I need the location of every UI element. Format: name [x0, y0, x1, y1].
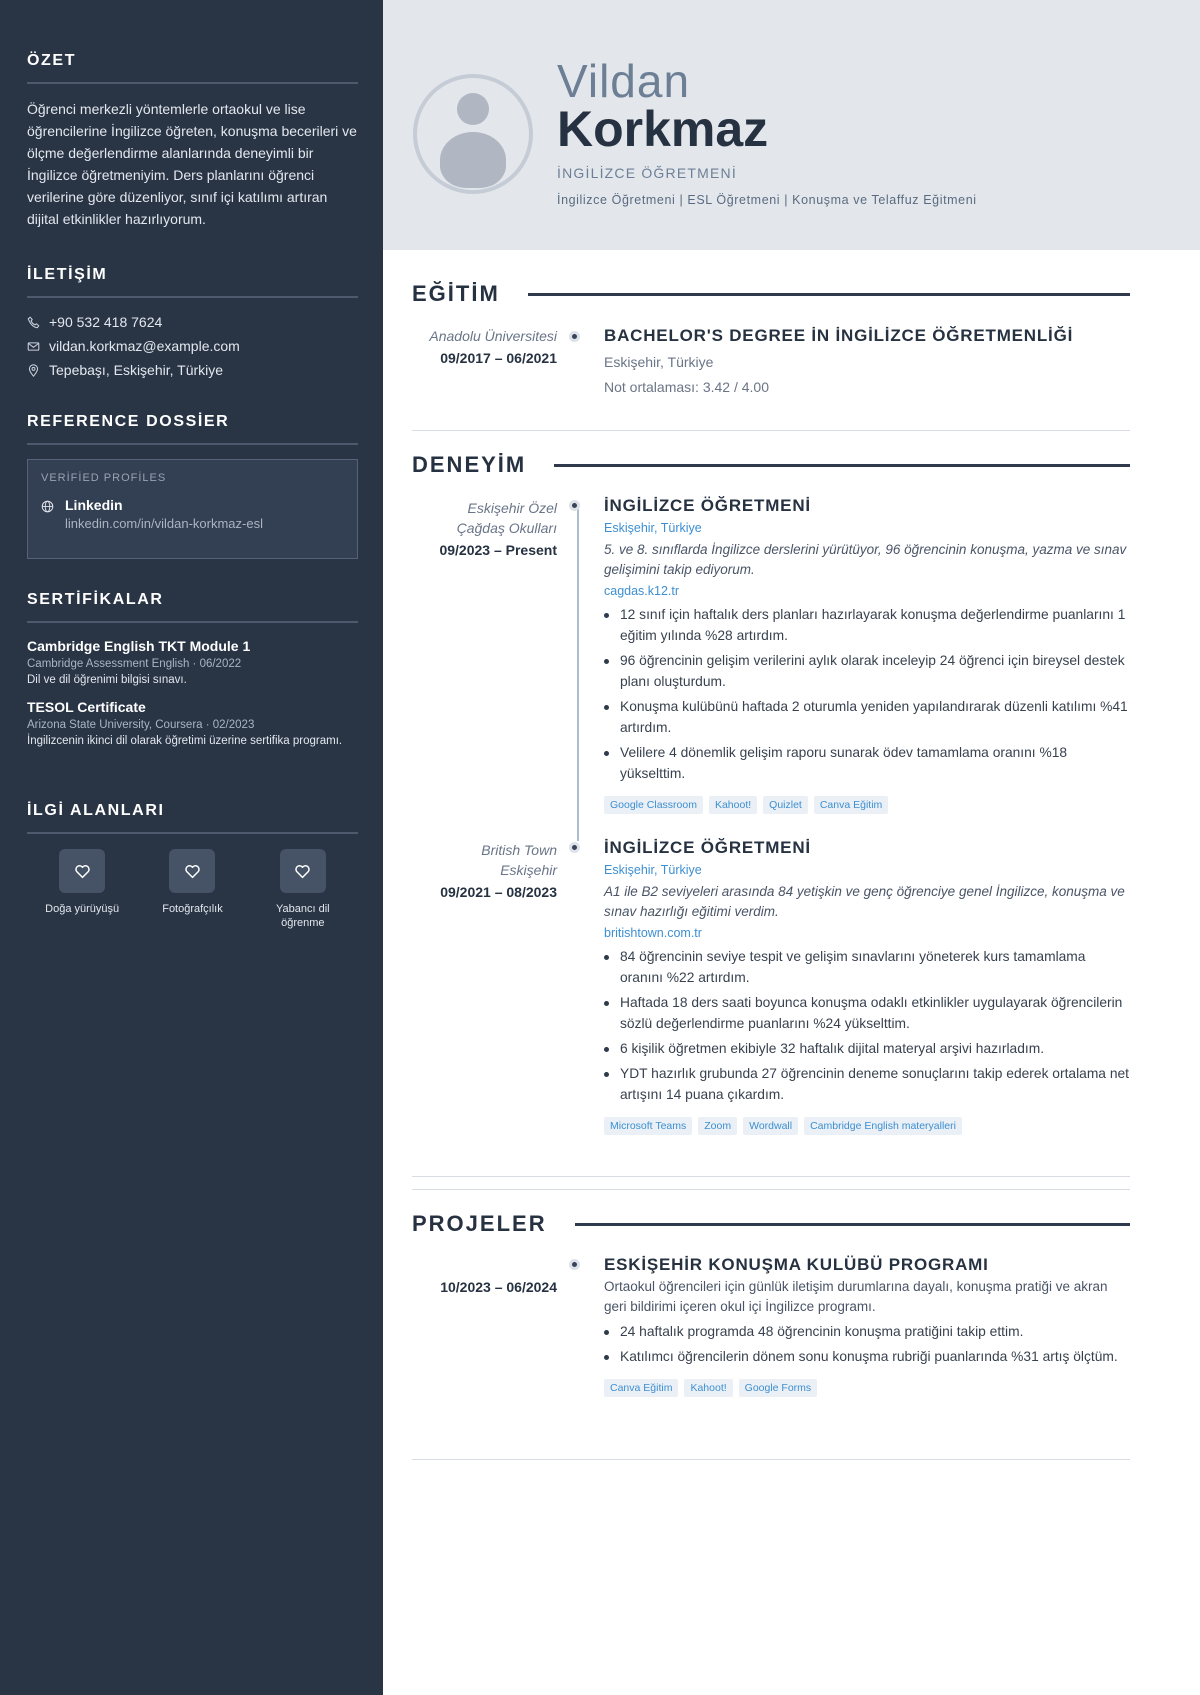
interest-label: Yabancı dil öğrenme [276, 903, 330, 929]
role-summary: A1 ile B2 seviyeleri arasında 84 yetişkin ve genç öğrenciye genel İngilizce, konuşma ve sınav hazırlığı eğitimi verdim. [604, 884, 1125, 919]
experience-date: 09/2021 – 08/2023 [440, 884, 557, 900]
section-rule [575, 1223, 1130, 1226]
contact-phone[interactable] [27, 310, 358, 334]
timeline-dot [569, 331, 580, 342]
timeline-dot [569, 842, 580, 853]
contact-email[interactable] [27, 334, 358, 358]
role-location: Eskişehir, Türkiye [604, 521, 702, 535]
achievement-bullet: Katılımcı öğrencilerin dönem sonu konuşma rubriği puanlarında %31 artış ölçtüm. [604, 1346, 1130, 1367]
timeline-dot [569, 500, 580, 511]
skill-tag: Wordwall [743, 1117, 798, 1135]
experience-date: 09/2023 – Present [439, 542, 557, 558]
profile-url[interactable]: linkedin.com/in/vildan-korkmaz-esl [65, 516, 263, 531]
location-text: Tepebaşı, Eskişehir, Türkiye [49, 362, 224, 378]
heart-icon [280, 849, 326, 893]
education-gpa: Not ortalaması: 3.42 / 4.00 [604, 379, 769, 395]
certificate-name: TESOL Certificate [27, 699, 146, 715]
contact-section [27, 266, 358, 382]
education-location: Eskişehir, Türkiye [604, 354, 714, 370]
projects-title: PROJELER [412, 1211, 547, 1236]
tagline: İngilizce Öğretmeni | ESL Öğretmeni | Konuşma ve Telaffuz Eğitmeni [557, 193, 977, 207]
interests-title: İLGİ ALANLARI [27, 802, 358, 834]
achievement-bullet: Haftada 18 ders saati boyunca konuşma odaklı etkinlikler uygulayarak öğrencilerin sözlü değerlendirme puanlarını %24 yükselttim. [604, 992, 1130, 1034]
skill-tag: Google Forms [739, 1379, 818, 1397]
company-name: British Town Eskişehir [481, 842, 557, 878]
section-divider [412, 430, 1130, 431]
mail-icon [27, 340, 40, 353]
achievement-bullet: 6 kişilik öğretmen ekibiyle 32 haftalık dijital materyal arşivi hazırladım. [604, 1038, 1130, 1059]
interest-label: Doğa yürüyüşü [45, 903, 120, 915]
summary-text: Öğrenci merkezli yöntemlerle ortaokul ve lise öğrencilerine İngilizce öğreten, konuşma becerileri ve ölçme değerlendirme alanlarında deneyimli bir İngilizce öğretmeniyim. Ders planlarını öğrenci verilerine göre düzenliyor, sınıf içi katılımı artıran dijital etkinlikler hazırlıyorum. [27, 101, 357, 227]
experience-section [412, 450, 1130, 1160]
first-name: Vildan [557, 55, 691, 107]
skill-tag: Cambridge English materyalleri [804, 1117, 962, 1135]
linkedin-profile[interactable] [41, 497, 344, 531]
certificate-item [27, 638, 358, 688]
sidebar [0, 0, 383, 1695]
avatar-head [457, 93, 489, 125]
certificate-issuer: Arizona State University, Coursera · 02/2023 [27, 719, 255, 731]
role-title: İNGİLİZCE ÖĞRETMENİ [604, 496, 811, 515]
achievement-bullet: 24 haftalık programda 48 öğrencinin konuşma pratiğini takip ettim. [604, 1321, 1130, 1342]
interest-label: Fotoğrafçılık [162, 903, 223, 915]
location-pin-icon [27, 364, 40, 377]
achievement-bullet: 96 öğrencinin gelişim verilerini aylık olarak inceleyip 24 öğrenci için bireysel destek planı oluşturdum. [604, 650, 1130, 692]
company-website-link[interactable]: britishtown.com.tr [604, 926, 702, 940]
project-name: ESKİŞEHİR KONUŞMA KULÜBÜ PROGRAMI [604, 1255, 989, 1274]
certificate-description: Dil ve dil öğrenimi bilgisi sınavı. [27, 674, 187, 686]
profile-name: Linkedin [65, 497, 123, 513]
references-title: REFERENCE DOSSİER [27, 413, 358, 445]
globe-icon [41, 500, 54, 513]
education-title: EĞİTİM [412, 281, 500, 306]
interest-item [137, 849, 247, 930]
role-location: Eskişehir, Türkiye [604, 863, 702, 877]
skill-tag: Zoom [698, 1117, 737, 1135]
skill-tag: Microsoft Teams [604, 1117, 692, 1135]
avatar [413, 74, 533, 194]
summary-section [27, 52, 358, 230]
experience-entry [412, 498, 1130, 840]
role-title: İNGİLİZCE ÖĞRETMENİ [604, 838, 811, 857]
email-text: vildan.korkmaz@example.com [49, 338, 240, 354]
project-summary: Ortaokul öğrencileri için günlük iletişim durumlarına dayalı, konuşma pratiği ve akran geri bildirimi içeren okul içi İngilizce programı. [604, 1279, 1108, 1314]
skill-tag: Kahoot! [709, 796, 757, 814]
certificates-section [27, 591, 358, 749]
heart-icon [169, 849, 215, 893]
section-rule [554, 464, 1130, 467]
interest-item [248, 849, 358, 930]
experience-title: DENEYİM [412, 452, 527, 477]
company-name: Eskişehir Özel Çağdaş Okulları [456, 500, 557, 536]
education-date: 09/2017 – 06/2021 [440, 350, 557, 366]
contact-location [27, 358, 358, 382]
achievement-bullet: 84 öğrencinin seviye tespit ve gelişim sınavlarını yöneterek kurs tamamlama oranını %22 artırdım. [604, 946, 1130, 988]
education-entry [412, 326, 1130, 396]
skill-tag: Canva Eğitim [604, 1379, 678, 1397]
phone-icon [27, 316, 40, 329]
certificate-item [27, 699, 358, 749]
role-summary: 5. ve 8. sınıflarda İngilizce derslerini yürütüyor, 96 öğrencinin konuşma, yazma ve sınav gelişimini takip ediyorum. [604, 542, 1127, 577]
achievement-bullet: Konuşma kulübünü haftada 2 oturumla yeniden yapılandırarak düzenli katılımı %41 artırdım. [604, 696, 1130, 738]
degree-title: BACHELOR'S DEGREE İN İNGİLİZCE ÖĞRETMENLİĞİ [604, 326, 1074, 345]
skill-tag: Google Classroom [604, 796, 703, 814]
achievement-bullet: YDT hazırlık grubunda 27 öğrencinin deneme sonuçlarını takip ederek ortalama net artışını 14 puana çıkardım. [604, 1063, 1130, 1105]
job-title: İNGİLİZCE ÖĞRETMENİ [557, 165, 737, 181]
section-divider [412, 1459, 1130, 1460]
summary-title: ÖZET [27, 52, 358, 84]
project-entry [412, 1257, 1130, 1437]
experience-entry [412, 840, 1130, 1160]
timeline-dot [569, 1259, 580, 1270]
company-website-link[interactable]: cagdas.k12.tr [604, 584, 680, 598]
skill-tag: Quizlet [763, 796, 808, 814]
skill-tag: Kahoot! [684, 1379, 732, 1397]
profile-header [383, 0, 1200, 250]
interests-section [27, 802, 358, 930]
projects-section [412, 1209, 1130, 1437]
achievement-bullet: 12 sınıf için haftalık ders planları hazırlayarak konuşma değerlendirme puanlarını 1 eğitim yılında %28 artırdım. [604, 604, 1130, 646]
project-date: 10/2023 – 06/2024 [440, 1279, 557, 1295]
section-divider [412, 1176, 1130, 1177]
certificate-description: İngilizcenin ikinci dil olarak öğretimi üzerine sertifika programı. [27, 735, 343, 747]
last-name: Korkmaz [557, 101, 769, 157]
section-rule [528, 293, 1130, 296]
references-section [27, 413, 358, 559]
phone-text: +90 532 418 7624 [49, 314, 163, 330]
certificates-title: SERTİFİKALAR [27, 591, 358, 623]
contact-title: İLETİŞİM [27, 266, 358, 298]
avatar-body [440, 132, 506, 188]
certificate-issuer: Cambridge Assessment English · 06/2022 [27, 658, 242, 670]
skill-tag: Canva Eğitim [814, 796, 888, 814]
verified-profiles-label: VERİFİED PROFİLES [41, 472, 167, 484]
education-section [412, 279, 1130, 396]
interest-item [27, 849, 137, 930]
section-divider [412, 1189, 1130, 1190]
achievement-bullet: Velilere 4 dönemlik gelişim raporu sunarak ödev tamamlama oranını %18 yükselttim. [604, 742, 1130, 784]
heart-icon [59, 849, 105, 893]
verified-profiles-box [27, 459, 358, 559]
certificate-name: Cambridge English TKT Module 1 [27, 638, 251, 654]
school-name: Anadolu Üniversitesi [429, 328, 557, 344]
